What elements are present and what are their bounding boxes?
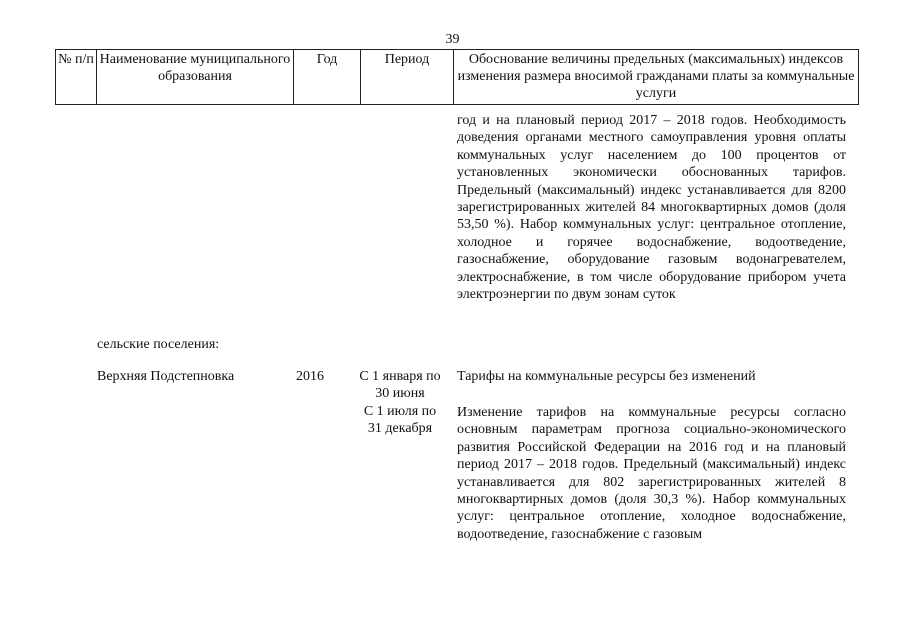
row-period [358,368,442,438]
continuation-text: год и на плановый период 2017 – 2018 годов. Необходимость доведения органами местного самоуправления уровня оплаты коммунальных услуг населением до 100 процентов от установленных экономически обоснованных тарифов. Предельный (максимальный) индекс устанавливается для 8200 зарегистрированных жителей 84 многоквартирных домов (доля 53,50 %). Набор коммунальных услуг: центральное отопление, холодное и горячее водоснабжение, водоотведение, газоснабжение, оборудование газовым водонагревателем, электроснабжение, в том числе оборудование прибором учета электроэнергии по двум зонам суток [457,113,846,303]
period-second-half: С 1 июля по 31 декабря [363,403,437,437]
row-year: 2016 [296,369,324,384]
justification-second-half: Изменение тарифов на коммунальные ресурсы согласно основным параметрам прогноза социально-экономического развития Российской Федерации на 2016 год и на плановый период 2017 – 2018 годов. Предельный (максимальный) индекс устанавливается для 802 зарегистрированных жителей 8 многоквартирных домов (доля 30,3 %). Набор коммунальных услуг: центральное отопление, холодное водоснабжение, водоотведение, газоснабжение с газовым [457,405,846,542]
header-col-number: № п/п [56,50,97,105]
table-header [55,49,859,105]
header-col-year: Год [294,50,361,105]
page-number: 39 [445,32,460,47]
municipality-name: Верхняя Подстепновка [97,369,235,384]
header-col-municipality: Наименование муниципального образования [97,50,294,105]
header-col-justification: Обоснование величины предельных (максимальных) индексов изменения размера вносимой гражданами платы за коммунальные услуги [454,50,859,105]
justification-first-half: Тарифы на коммунальные ресурсы без изменений [457,369,756,384]
header-col-period: Период [361,50,454,105]
period-first-half: С 1 января по 30 июня [359,369,441,402]
section-label: сельские поселения: [97,337,220,352]
